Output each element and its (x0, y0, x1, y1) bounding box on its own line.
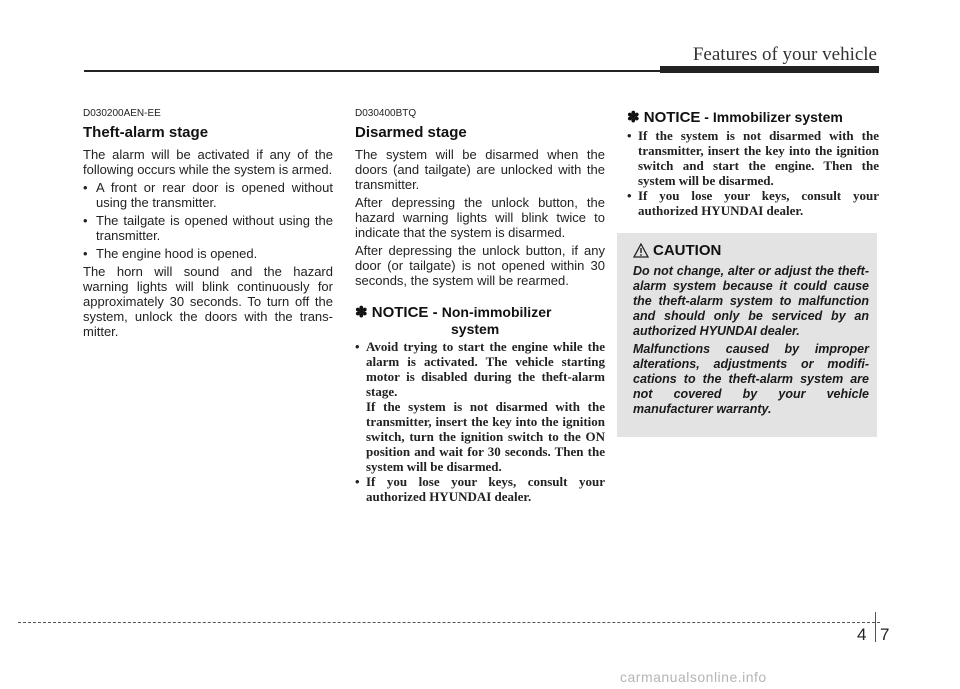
page-number: 7 (880, 625, 890, 644)
notice-heading: ✽ NOTICE - Immobilizer system (627, 109, 843, 126)
paragraph: After depressing the unlock button, if any door (or tailgate) is not opened within 30 seconds, the system will be rearmed. (355, 243, 605, 288)
watermark: carmanualsonline.info (620, 669, 767, 685)
paragraph: The system will be disarmed when the doors (and tailgate) are unlocked with the transmitter. (355, 147, 605, 192)
section-code: D030400BTQ (355, 108, 417, 119)
notice-list-item: • If you lose your keys, consult your authorized HYUNDAI dealer. (627, 188, 879, 218)
list-item: • The tailgate is opened without using the transmitter. (83, 213, 333, 243)
paragraph: The horn will sound and the hazard warning lights will blink continuously for approximately 30 seconds. To turn off the system, unlock the doors with the trans-mitter. (83, 264, 333, 339)
list-item: • The engine hood is opened. (83, 246, 258, 261)
warning-triangle-icon (633, 243, 649, 258)
notice-list-item: • If the system is not disarmed with the transmitter, insert the key into the ignition switch and start the engine. Then the system will be disarmed. (627, 128, 879, 188)
bullet-icon: • (627, 188, 632, 203)
notice-star-icon: ✽ (627, 109, 640, 126)
caution-body (633, 264, 869, 420)
bullet-icon: • (83, 213, 88, 228)
column-disarmed (355, 108, 605, 504)
section-title: Features of your vehicle (692, 44, 877, 65)
notice-heading: ✽ NOTICE - Non-immobilizer system (355, 304, 552, 337)
column-immobilizer (627, 108, 879, 218)
bullet-icon: • (83, 246, 88, 261)
notice-star-icon: ✽ (355, 304, 368, 321)
bullet-icon: • (83, 180, 88, 195)
footer-rule (18, 622, 880, 623)
header-accent-bar (660, 66, 879, 73)
section-code: D030200AEN-EE (83, 108, 161, 119)
bullet-icon: • (355, 339, 360, 354)
page-number-divider (875, 612, 876, 642)
column-theft-alarm (83, 108, 333, 342)
caution-heading: CAUTION (633, 242, 721, 259)
notice-list-item: • Avoid trying to start the engine while the alarm is activated. The vehicle starting motor is disabled during the theft-alarm stage. (355, 339, 605, 399)
section-heading: Theft-alarm stage (83, 124, 209, 141)
caution-paragraph: Do not change, alter or adjust the theft-alarm system because it could cause the theft-alarm system to malfunction and should only be serviced by an authorized HYUNDAI dealer. (633, 264, 869, 338)
bullet-icon: • (627, 128, 632, 143)
notice-list-item-continuation: If the system is not disarmed with the transmitter, insert the key into the ignition switch, turn the ignition switch to the ON position and wait for 30 seconds. Then the system will be disarmed. (366, 399, 605, 474)
bullet-icon: • (355, 474, 360, 489)
caution-box (617, 233, 877, 437)
notice-list-item: • If you lose your keys, consult your authorized HYUNDAI dealer. (355, 474, 605, 504)
chapter-number: 4 (857, 625, 867, 644)
paragraph: The alarm will be activated if any of the following occurs while the system is armed. (83, 147, 333, 177)
caution-paragraph: Malfunctions caused by improper alterations, adjustments or modifi-cations to the theft-alarm system are not covered by your vehicle manufacturer warranty. (633, 342, 869, 416)
section-heading: Disarmed stage (355, 124, 467, 141)
paragraph: After depressing the unlock button, the hazard warning lights will blink twice to indicate that the system is disarmed. (355, 195, 605, 240)
list-item: • A front or rear door is opened without using the transmitter. (83, 180, 333, 210)
